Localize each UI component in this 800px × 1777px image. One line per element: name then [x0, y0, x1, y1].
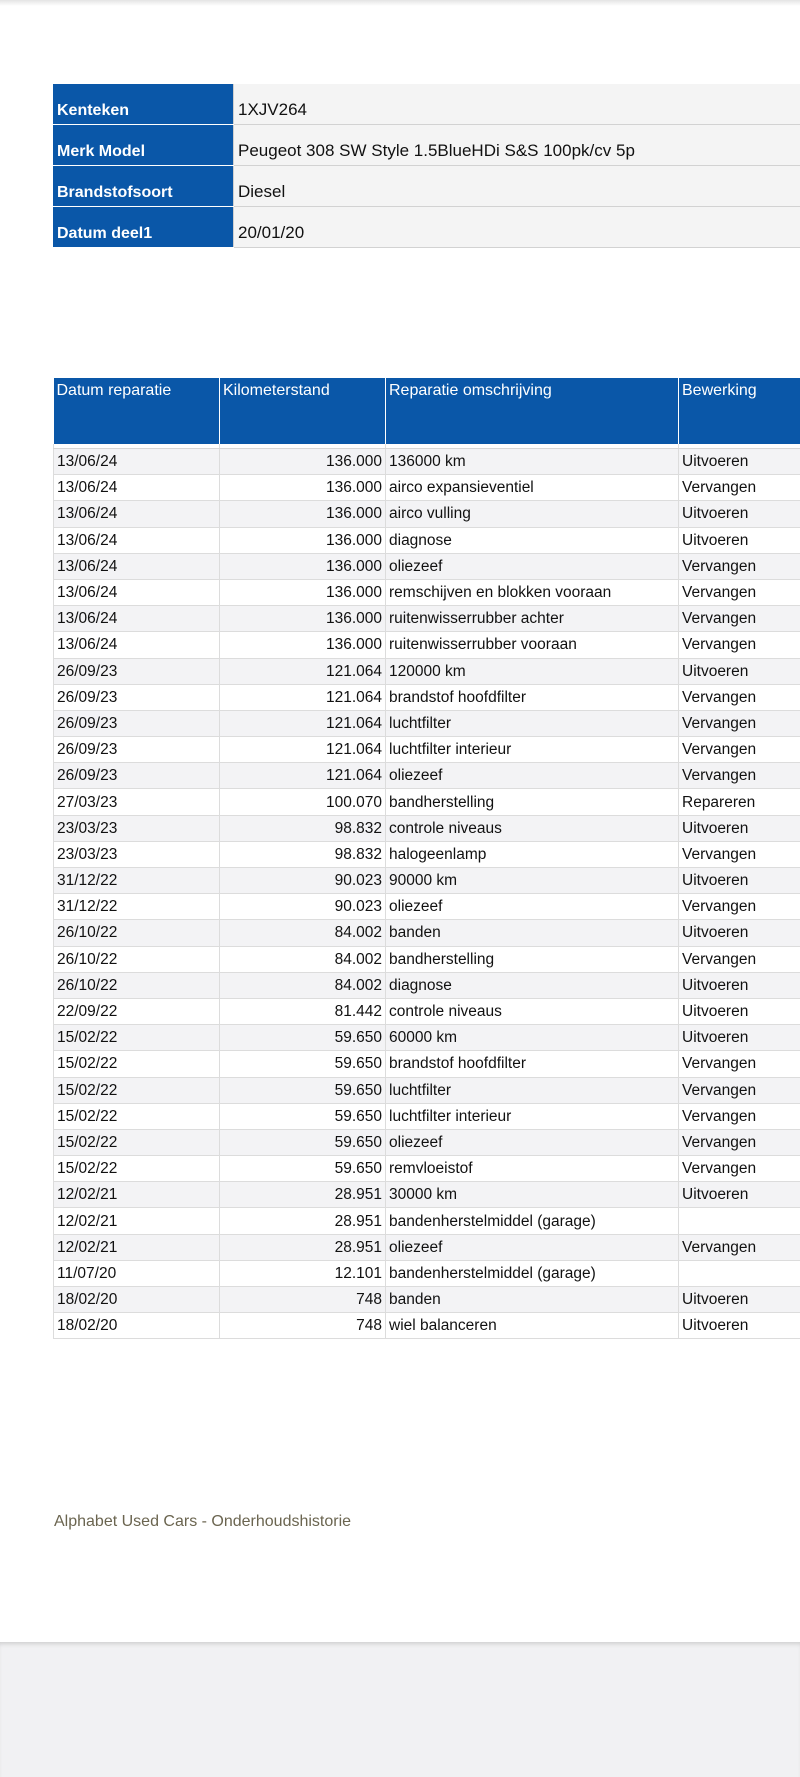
action-cell: Vervangen [679, 1077, 800, 1103]
mileage-cell: 121.064 [220, 710, 386, 736]
footer-caption: Alphabet Used Cars - Onderhoudshistorie [54, 1513, 352, 1530]
mileage-cell: 81.442 [220, 998, 386, 1024]
action-cell: Uitvoeren [679, 449, 800, 475]
repair-description-cell: oliezeef [386, 1129, 679, 1155]
mileage-cell: 59.650 [220, 1077, 386, 1103]
history-row [54, 527, 800, 553]
history-row [54, 1103, 800, 1129]
action-cell: Uitvoeren [679, 972, 800, 998]
repair-description-cell: bandenherstelmiddel (garage) [386, 1260, 679, 1286]
repair-description-cell: oliezeef [386, 894, 679, 920]
action-cell: Uitvoeren [679, 1313, 800, 1339]
repair-description-cell: luchtfilter interieur [386, 737, 679, 763]
mileage-cell: 28.951 [220, 1234, 386, 1260]
mileage-cell: 136.000 [220, 553, 386, 579]
top-edge-shadow [0, 0, 800, 6]
repair-date-cell: 26/10/22 [54, 920, 220, 946]
repair-date-cell: 26/09/23 [54, 684, 220, 710]
action-cell: Vervangen [679, 1156, 800, 1182]
history-row [54, 1260, 800, 1286]
action-cell: Vervangen [679, 710, 800, 736]
action-cell [679, 1260, 800, 1286]
vehicle-info-row [53, 84, 800, 125]
mileage-cell: 59.650 [220, 1025, 386, 1051]
repair-date-cell: 12/02/21 [54, 1234, 220, 1260]
action-cell: Vervangen [679, 632, 800, 658]
repair-history-table [53, 378, 800, 1339]
history-row [54, 1025, 800, 1051]
history-row [54, 920, 800, 946]
repair-date-cell: 13/06/24 [54, 579, 220, 605]
history-row [54, 1208, 800, 1234]
repair-date-cell: 15/02/22 [54, 1051, 220, 1077]
repair-description-cell: 120000 km [386, 658, 679, 684]
action-cell: Vervangen [679, 579, 800, 605]
history-row [54, 1313, 800, 1339]
history-row [54, 972, 800, 998]
repair-date-cell: 23/03/23 [54, 815, 220, 841]
repair-date-cell: 13/06/24 [54, 632, 220, 658]
history-row [54, 998, 800, 1024]
history-row [54, 1051, 800, 1077]
repair-description-cell: bandherstelling [386, 789, 679, 815]
repair-description-cell: remschijven en blokken vooraan [386, 579, 679, 605]
history-row [54, 710, 800, 736]
repair-description-cell: luchtfilter interieur [386, 1103, 679, 1129]
repair-description-cell: brandstof hoofdfilter [386, 1051, 679, 1077]
repair-description-cell: ruitenwisserrubber vooraan [386, 632, 679, 658]
vehicle-info-value: 20/01/20 [234, 207, 800, 248]
history-row [54, 501, 800, 527]
repair-description-cell: bandherstelling [386, 946, 679, 972]
history-row [54, 1156, 800, 1182]
mileage-cell: 748 [220, 1313, 386, 1339]
repair-date-cell: 26/09/23 [54, 710, 220, 736]
mileage-cell: 59.650 [220, 1051, 386, 1077]
action-cell: Uitvoeren [679, 920, 800, 946]
mileage-cell: 121.064 [220, 737, 386, 763]
vehicle-info-row [53, 166, 800, 207]
action-cell: Vervangen [679, 946, 800, 972]
repair-description-cell: diagnose [386, 527, 679, 553]
mileage-cell: 12.101 [220, 1260, 386, 1286]
mileage-cell: 136.000 [220, 579, 386, 605]
repair-description-cell: bandenherstelmiddel (garage) [386, 1208, 679, 1234]
repair-description-cell: airco expansieventiel [386, 475, 679, 501]
repair-description-cell: controle niveaus [386, 815, 679, 841]
action-cell: Repareren [679, 789, 800, 815]
repair-date-cell: 13/06/24 [54, 553, 220, 579]
repair-date-cell: 26/10/22 [54, 972, 220, 998]
repair-date-cell: 18/02/20 [54, 1313, 220, 1339]
mileage-cell: 59.650 [220, 1156, 386, 1182]
repair-description-cell: banden [386, 920, 679, 946]
mileage-cell: 748 [220, 1287, 386, 1313]
action-cell: Uitvoeren [679, 1287, 800, 1313]
repair-date-cell: 23/03/23 [54, 841, 220, 867]
history-row [54, 606, 800, 632]
mileage-cell: 90.023 [220, 894, 386, 920]
repair-description-cell: remvloeistof [386, 1156, 679, 1182]
mileage-cell: 121.064 [220, 763, 386, 789]
history-row [54, 1234, 800, 1260]
history-row [54, 1287, 800, 1313]
vehicle-info-row [53, 125, 800, 166]
repair-date-cell: 15/02/22 [54, 1025, 220, 1051]
repair-date-cell: 15/02/22 [54, 1103, 220, 1129]
mileage-cell: 59.650 [220, 1103, 386, 1129]
history-row [54, 449, 800, 475]
repair-description-cell: oliezeef [386, 553, 679, 579]
repair-description-cell: ruitenwisserrubber achter [386, 606, 679, 632]
mileage-cell: 100.070 [220, 789, 386, 815]
repair-description-cell: brandstof hoofdfilter [386, 684, 679, 710]
repair-description-cell: controle niveaus [386, 998, 679, 1024]
history-row [54, 1129, 800, 1155]
repair-description-cell: luchtfilter [386, 1077, 679, 1103]
action-cell: Uitvoeren [679, 815, 800, 841]
vehicle-info-row [53, 207, 800, 248]
vehicle-info-label: Datum deel1 [53, 207, 234, 248]
repair-date-cell: 31/12/22 [54, 868, 220, 894]
header-bewerking: Bewerking [679, 378, 800, 444]
repair-date-cell: 26/09/23 [54, 737, 220, 763]
repair-date-cell: 22/09/22 [54, 998, 220, 1024]
repair-description-cell: oliezeef [386, 763, 679, 789]
history-row [54, 1182, 800, 1208]
history-row [54, 841, 800, 867]
action-cell: Uitvoeren [679, 658, 800, 684]
action-cell: Vervangen [679, 1129, 800, 1155]
vehicle-info-label: Brandstofsoort [53, 166, 234, 207]
mileage-cell: 84.002 [220, 972, 386, 998]
mileage-cell: 59.650 [220, 1129, 386, 1155]
history-row [54, 894, 800, 920]
history-row [54, 1077, 800, 1103]
repair-description-cell: diagnose [386, 972, 679, 998]
mileage-cell: 121.064 [220, 684, 386, 710]
action-cell: Vervangen [679, 475, 800, 501]
mileage-cell: 136.000 [220, 475, 386, 501]
repair-date-cell: 12/02/21 [54, 1208, 220, 1234]
action-cell: Uitvoeren [679, 501, 800, 527]
repair-description-cell: 60000 km [386, 1025, 679, 1051]
mileage-cell: 84.002 [220, 920, 386, 946]
repair-description-cell: halogeenlamp [386, 841, 679, 867]
repair-description-cell: banden [386, 1287, 679, 1313]
repair-date-cell: 13/06/24 [54, 449, 220, 475]
header-kilometerstand: Kilometerstand [220, 378, 386, 444]
repair-date-cell: 12/02/21 [54, 1182, 220, 1208]
repair-date-cell: 13/06/24 [54, 527, 220, 553]
repair-date-cell: 26/09/23 [54, 658, 220, 684]
action-cell: Uitvoeren [679, 1025, 800, 1051]
action-cell: Vervangen [679, 553, 800, 579]
vehicle-info-table [53, 84, 800, 248]
history-row [54, 579, 800, 605]
page-bottom-area [0, 1642, 800, 1777]
repair-date-cell: 13/06/24 [54, 606, 220, 632]
mileage-cell: 136.000 [220, 632, 386, 658]
repair-date-cell: 15/02/22 [54, 1077, 220, 1103]
vehicle-info-label: Merk Model [53, 125, 234, 166]
header-reparatie-omschrijving: Reparatie omschrijving [386, 378, 679, 444]
vehicle-info-value: 1XJV264 [234, 84, 800, 125]
repair-description-cell: oliezeef [386, 1234, 679, 1260]
history-row [54, 658, 800, 684]
action-cell: Vervangen [679, 737, 800, 763]
action-cell: Vervangen [679, 1051, 800, 1077]
mileage-cell: 28.951 [220, 1182, 386, 1208]
vehicle-info-value: Peugeot 308 SW Style 1.5BlueHDi S&S 100pk/cv 5p [234, 125, 800, 166]
action-cell: Vervangen [679, 894, 800, 920]
history-row [54, 475, 800, 501]
action-cell: Vervangen [679, 763, 800, 789]
repair-date-cell: 18/02/20 [54, 1287, 220, 1313]
history-row [54, 815, 800, 841]
mileage-cell: 136.000 [220, 501, 386, 527]
mileage-cell: 136.000 [220, 527, 386, 553]
repair-date-cell: 27/03/23 [54, 789, 220, 815]
action-cell: Vervangen [679, 1103, 800, 1129]
repair-description-cell: luchtfilter [386, 710, 679, 736]
history-row [54, 763, 800, 789]
history-row [54, 737, 800, 763]
mileage-cell: 90.023 [220, 868, 386, 894]
action-cell: Vervangen [679, 684, 800, 710]
history-row [54, 946, 800, 972]
mileage-cell: 136.000 [220, 606, 386, 632]
action-cell: Vervangen [679, 1234, 800, 1260]
repair-date-cell: 26/09/23 [54, 763, 220, 789]
repair-description-cell: airco vulling [386, 501, 679, 527]
mileage-cell: 28.951 [220, 1208, 386, 1234]
header-datum-reparatie: Datum reparatie [54, 378, 220, 444]
mileage-cell: 98.832 [220, 841, 386, 867]
action-cell: Uitvoeren [679, 1182, 800, 1208]
vehicle-info-value: Diesel [234, 166, 800, 207]
repair-date-cell: 26/10/22 [54, 946, 220, 972]
mileage-cell: 121.064 [220, 658, 386, 684]
action-cell: Uitvoeren [679, 998, 800, 1024]
repair-date-cell: 11/07/20 [54, 1260, 220, 1286]
repair-description-cell: 90000 km [386, 868, 679, 894]
history-row [54, 868, 800, 894]
repair-date-cell: 13/06/24 [54, 475, 220, 501]
history-header-row [54, 378, 800, 444]
repair-date-cell: 15/02/22 [54, 1129, 220, 1155]
history-row [54, 553, 800, 579]
repair-description-cell: wiel balanceren [386, 1313, 679, 1339]
mileage-cell: 136.000 [220, 449, 386, 475]
history-row [54, 684, 800, 710]
repair-date-cell: 15/02/22 [54, 1156, 220, 1182]
repair-date-cell: 13/06/24 [54, 501, 220, 527]
action-cell: Vervangen [679, 841, 800, 867]
mileage-cell: 98.832 [220, 815, 386, 841]
action-cell [679, 1208, 800, 1234]
repair-date-cell: 31/12/22 [54, 894, 220, 920]
mileage-cell: 84.002 [220, 946, 386, 972]
history-row [54, 632, 800, 658]
action-cell: Uitvoeren [679, 527, 800, 553]
action-cell: Uitvoeren [679, 868, 800, 894]
repair-description-cell: 30000 km [386, 1182, 679, 1208]
repair-description-cell: 136000 km [386, 449, 679, 475]
action-cell: Vervangen [679, 606, 800, 632]
history-row [54, 789, 800, 815]
vehicle-info-label: Kenteken [53, 84, 234, 125]
